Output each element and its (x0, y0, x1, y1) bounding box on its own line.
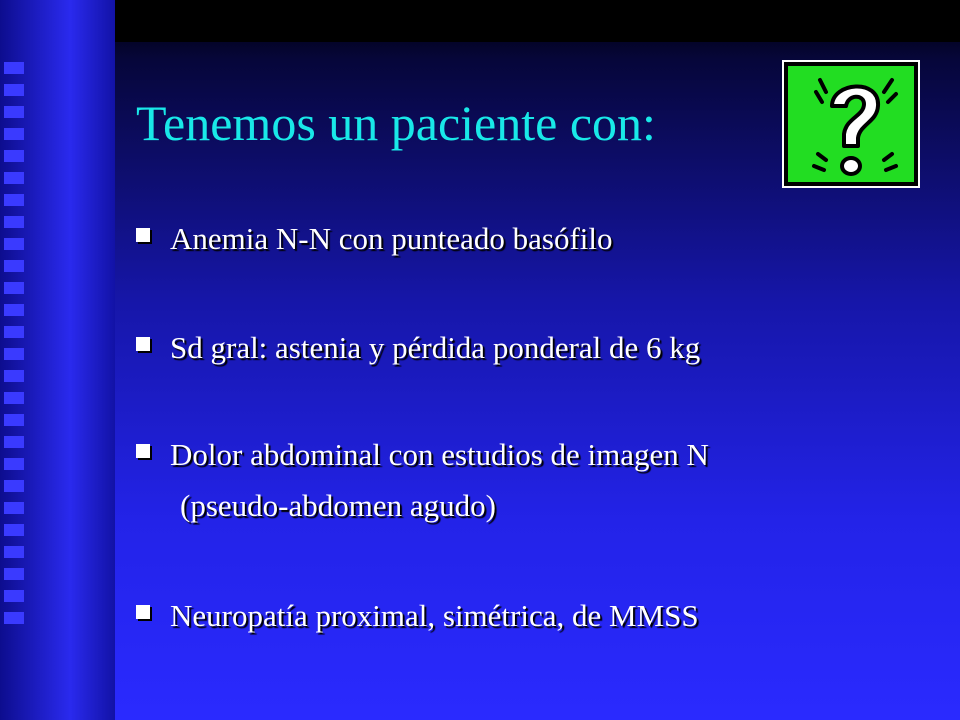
bullet-square (136, 444, 150, 458)
bullet-item: Dolor abdominal con estudios de imagen N (170, 437, 709, 472)
bullet-item: Neuropatía proximal, simétrica, de MMSS (170, 598, 699, 633)
left-decorative-bar (0, 0, 115, 720)
bullet-item-continuation: (pseudo-abdomen agudo) (180, 488, 496, 523)
bullet-square (136, 228, 150, 242)
bullet-square (136, 605, 150, 619)
bullet-item: Sd gral: astenia y pérdida ponderal de 6 kg (170, 330, 701, 365)
slide-title: Tenemos un paciente con: (136, 95, 656, 151)
decorative-squares (4, 62, 30, 622)
question-mark-icon (780, 58, 922, 190)
bullet-item: Anemia N-N con punteado basófilo (170, 221, 613, 256)
bullet-square (136, 337, 150, 351)
top-band (115, 0, 960, 42)
